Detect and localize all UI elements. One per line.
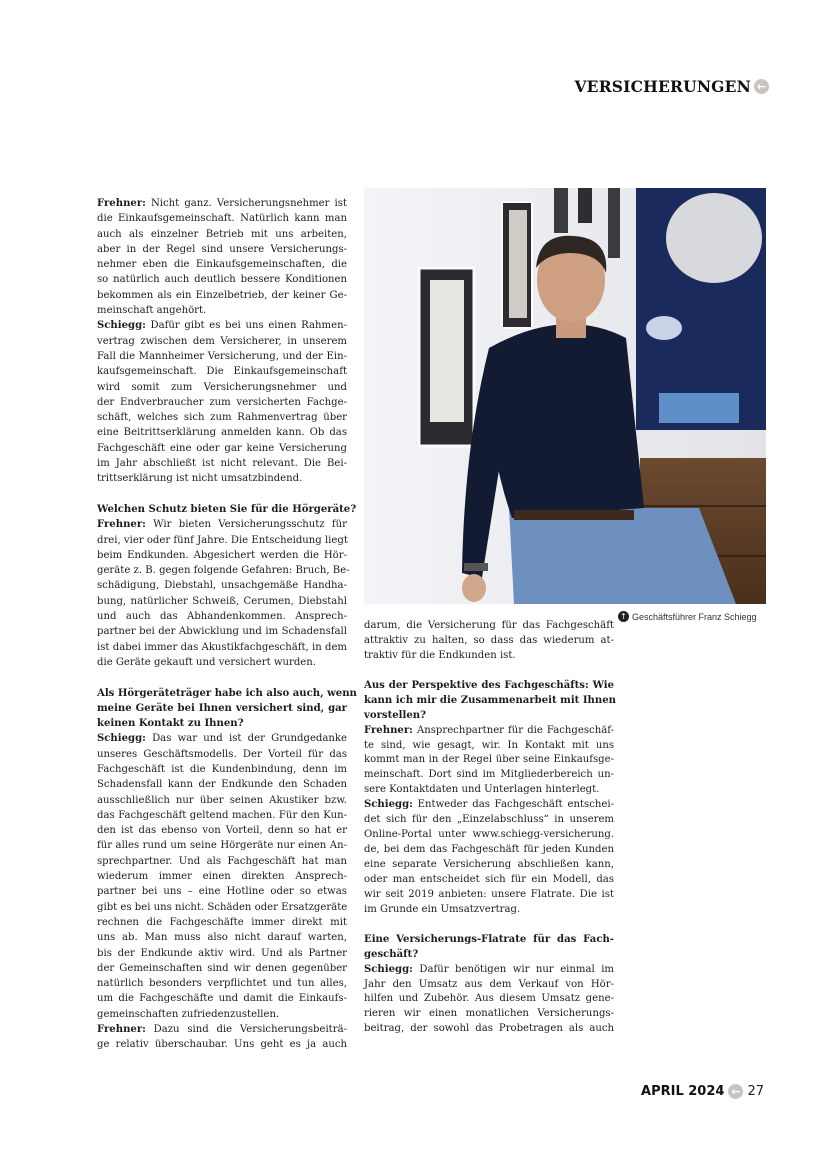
line-text: Nicht ganz. Versicherungsnehmer ist bbox=[145, 198, 347, 209]
line-text: Dazu sind die Versicherungsbeiträ- bbox=[145, 1024, 347, 1036]
line-text: trittserklärung ist nicht umsatzbindend. bbox=[97, 473, 303, 485]
interview-answer bbox=[364, 619, 614, 664]
line-text: kommt man in der Regel über seine Einkaufsge- bbox=[364, 754, 614, 766]
line-text: Eine Versicherungs-Flatrate für das Fach- bbox=[364, 933, 614, 945]
text-line bbox=[97, 1037, 347, 1052]
line-text: die Geräte gekauft und versichert wurden. bbox=[97, 656, 316, 668]
text-line bbox=[97, 594, 347, 609]
line-text: vertrag zwischen dem Versicherer, in unserem bbox=[97, 335, 347, 347]
text-line bbox=[364, 963, 614, 978]
text-line bbox=[97, 701, 347, 716]
text-line bbox=[364, 798, 614, 813]
portrait-photo bbox=[364, 188, 766, 604]
speaker-name: Frehner: bbox=[97, 198, 146, 209]
paragraph-spacer bbox=[364, 664, 614, 679]
text-line bbox=[97, 808, 347, 823]
line-text: Wir bieten Versicherungsschutz für bbox=[145, 519, 347, 531]
line-text: Welchen Schutz bieten Sie für die Hörgeräte? bbox=[97, 503, 357, 515]
interview-question bbox=[97, 686, 357, 732]
text-line bbox=[364, 1007, 614, 1022]
text-line bbox=[97, 425, 347, 440]
text-line bbox=[97, 640, 347, 655]
text-line bbox=[97, 747, 347, 762]
speaker-name: Frehner: bbox=[97, 1024, 146, 1036]
text-line bbox=[97, 471, 347, 486]
paragraph-spacer bbox=[97, 487, 347, 502]
text-line bbox=[97, 762, 347, 777]
line-text: der Gemeinschaften sind wir denen gegenüber bbox=[97, 962, 347, 974]
line-text: keinen Kontakt zu Ihnen? bbox=[97, 718, 244, 730]
interview-answer bbox=[364, 963, 614, 1038]
line-text: bung, natürlicher Schweiß, Cerumen, Diebstahl bbox=[97, 595, 347, 607]
section-header bbox=[574, 77, 769, 96]
line-text: geräte z. B. gegen folgende Gefahren: Bruch, Be- bbox=[97, 565, 350, 577]
photo-caption bbox=[618, 611, 757, 622]
line-text: kann ich mir die Zusammenarbeit mit Ihnen bbox=[364, 694, 616, 706]
line-text: eine separate Versicherung abschließen kann, bbox=[364, 859, 614, 870]
text-line bbox=[97, 257, 347, 272]
line-text: Fachgeschäft eine oder gar keine Versicherung bbox=[97, 442, 347, 454]
text-line bbox=[364, 858, 614, 873]
text-line bbox=[97, 823, 347, 838]
text-line bbox=[364, 873, 614, 888]
line-text: hilfen und Zubehör. Aus diesem Umsatz gene- bbox=[364, 993, 614, 1005]
line-text: aber in der Regel sind unsere Versicherungs- bbox=[97, 243, 347, 255]
interview-answer bbox=[97, 731, 347, 1022]
line-text: vorstellen? bbox=[364, 709, 427, 721]
line-text: kaufsgemeinschaft. Die Einkaufsgemeinschaft bbox=[97, 366, 347, 378]
text-line bbox=[364, 753, 614, 768]
text-line bbox=[364, 739, 614, 754]
arrow-left-circle-icon: ← bbox=[728, 1084, 743, 1099]
interview-answer bbox=[364, 724, 614, 799]
text-line bbox=[97, 900, 347, 915]
line-text: und auch das Abhandenkommen. Ansprech- bbox=[97, 611, 347, 623]
text-line bbox=[97, 731, 347, 746]
text-line bbox=[97, 915, 347, 930]
line-text: beitrag, der sowohl das Probetragen als auch bbox=[364, 1023, 614, 1035]
line-text: partner bei der Abwicklung und im Schadensfall bbox=[97, 626, 347, 638]
page-footer bbox=[641, 1084, 764, 1099]
text-line bbox=[97, 364, 347, 379]
text-line bbox=[97, 318, 347, 333]
line-text: schäft, welches sich zum Rahmenvertrag über bbox=[97, 412, 347, 424]
paragraph-spacer bbox=[364, 918, 614, 933]
line-text: den ist das ebenso von Vorteil, denn so hat er bbox=[97, 825, 347, 837]
text-line bbox=[364, 948, 614, 963]
line-text: darum, die Versicherung für das Fachgeschäft bbox=[364, 620, 614, 631]
line-text: sprechpartner. Und als Fachgeschäft hat man bbox=[97, 855, 347, 867]
line-text: das Fachgeschäft geltend machen. Für den Kun- bbox=[97, 809, 347, 821]
text-line bbox=[97, 196, 347, 211]
text-line bbox=[364, 768, 614, 783]
interview-answer bbox=[97, 517, 350, 670]
text-line bbox=[97, 533, 347, 548]
line-text: rieren wir einen monatlichen Versicherungs- bbox=[364, 1008, 614, 1020]
text-line bbox=[97, 686, 357, 701]
text-line bbox=[97, 777, 347, 792]
line-text: Dafür benötigen wir nur einmal im bbox=[412, 963, 614, 975]
caption-text: Geschäftsführer Franz Schiegg bbox=[632, 611, 757, 622]
text-line bbox=[364, 709, 614, 724]
text-line bbox=[364, 619, 614, 634]
line-text: so natürlich auch deutlich bessere Konditionen bbox=[97, 274, 347, 286]
text-line bbox=[97, 716, 347, 731]
text-line bbox=[364, 783, 614, 798]
text-line bbox=[97, 349, 347, 364]
text-line bbox=[97, 946, 347, 961]
text-line bbox=[97, 578, 347, 593]
line-text: im Jahr abschließt ist nicht relevant. Die Bei- bbox=[97, 458, 347, 470]
text-line bbox=[97, 1007, 347, 1022]
section-title: VERSICHERUNGEN bbox=[574, 77, 751, 96]
line-text: geschäft? bbox=[364, 948, 419, 960]
text-line bbox=[364, 978, 614, 993]
paragraph-spacer bbox=[97, 670, 347, 685]
text-line bbox=[364, 903, 614, 918]
text-line bbox=[97, 976, 347, 991]
text-line bbox=[97, 1022, 347, 1037]
article-column-right bbox=[364, 619, 614, 1037]
text-line bbox=[97, 609, 347, 624]
line-text: traktiv für die Endkunden ist. bbox=[364, 649, 516, 661]
line-text: wiederum immer einen direkten Ansprech- bbox=[97, 871, 347, 883]
line-text: rechnen die Fachgeschäfte immer direkt mit bbox=[97, 916, 347, 928]
interview-answer bbox=[97, 1022, 347, 1053]
line-text: schädigung, Diebstahl, unsachgemäße Handha- bbox=[97, 580, 347, 592]
line-text: det sich für den „Einzelabschluss“ in unserem bbox=[364, 814, 614, 826]
line-text: Jahr den Umsatz aus dem Verkauf von Hör- bbox=[364, 978, 614, 990]
text-line bbox=[364, 649, 614, 664]
line-text: de, bei dem das Fachgeschäft für jeden Kunden bbox=[364, 844, 614, 856]
text-line bbox=[97, 930, 347, 945]
line-text: Fall die Mannheimer Versicherung, und der Ein- bbox=[97, 350, 347, 362]
text-line bbox=[97, 961, 347, 976]
text-line bbox=[97, 624, 347, 639]
arrow-up-circle-icon: ↑ bbox=[618, 611, 629, 622]
speaker-name: Schiegg: bbox=[97, 733, 146, 745]
line-text: meinschaft. Dort sind im Mitgliederbereich un- bbox=[364, 769, 614, 781]
line-text: Schadensfall kann der Endkunde den Schaden bbox=[97, 779, 347, 791]
text-line bbox=[364, 843, 614, 858]
arrow-left-circle-icon: ← bbox=[754, 79, 769, 94]
interview-answer bbox=[97, 318, 347, 486]
interview-question bbox=[364, 679, 614, 724]
line-text: eine Beitrittserklärung anmelden kann. Ob das bbox=[97, 427, 347, 439]
text-line bbox=[97, 854, 347, 869]
line-text: ge relativ überschaubar. Uns geht es ja auch bbox=[97, 1039, 347, 1051]
text-line bbox=[97, 242, 347, 257]
speaker-name: Schiegg: bbox=[364, 799, 413, 811]
page-number: 27 bbox=[747, 1084, 764, 1099]
line-text: nehmer eben die Einkaufsgemeinschaften, die bbox=[97, 259, 347, 271]
text-line bbox=[364, 1022, 614, 1037]
text-line bbox=[97, 380, 347, 395]
line-text: drei, vier oder fünf Jahre. Die Entscheidung liegt bbox=[97, 534, 348, 546]
line-text: wird somit zum Versicherungsnehmer und bbox=[97, 381, 347, 393]
text-line bbox=[97, 288, 347, 303]
issue-date: APRIL 2024 bbox=[641, 1084, 725, 1099]
text-line bbox=[97, 838, 347, 853]
speaker-name: Frehner: bbox=[364, 724, 413, 736]
line-text: gemeinschaften zufriedenzustellen. bbox=[97, 1008, 280, 1020]
line-text: wir seit 2019 anbieten: unsere Flatrate. Die ist bbox=[364, 888, 614, 900]
line-text: bis der Endkunde aktiv wird. Und als Partner bbox=[97, 947, 347, 959]
line-text: te sind, wie gesagt, wir. In Kontakt mit uns bbox=[364, 739, 614, 751]
line-text: meine Geräte bei Ihnen versichert sind, gar bbox=[97, 702, 347, 714]
line-text: Als Hörgeräteträger habe ich also auch, wenn bbox=[97, 687, 357, 699]
speaker-name: Schiegg: bbox=[97, 320, 146, 332]
text-line bbox=[97, 655, 347, 670]
line-text: attraktiv zu halten, so dass das wiederum at- bbox=[364, 634, 614, 646]
line-text: die Einkaufsgemeinschaft. Natürlich kann man bbox=[97, 213, 347, 225]
article-column-left bbox=[97, 196, 357, 1053]
line-text: Aus der Perspektive des Fachgeschäfts: Wie bbox=[364, 679, 614, 691]
line-text: Online-Portal unter www.schiegg-versicherung. bbox=[364, 829, 614, 841]
text-line bbox=[97, 548, 347, 563]
line-text: ist dabei immer das Akustikfachgeschäft, in dem bbox=[97, 641, 347, 653]
text-line bbox=[97, 884, 347, 899]
speaker-name: Schiegg: bbox=[364, 963, 413, 975]
text-line bbox=[97, 227, 347, 242]
text-line bbox=[97, 303, 347, 318]
line-text: oder man entscheidet sich für ein Modell, das bbox=[364, 873, 614, 885]
text-line bbox=[97, 456, 347, 471]
text-line bbox=[97, 211, 347, 226]
text-line bbox=[97, 793, 347, 808]
line-text: der Endverbraucher zum versicherten Fachge- bbox=[97, 396, 347, 408]
text-line bbox=[97, 991, 347, 1006]
line-text: sere Kontaktdaten und Unterlagen hinterlegt. bbox=[364, 784, 600, 796]
text-line bbox=[97, 563, 350, 578]
line-text: Entweder das Fachgeschäft entschei- bbox=[412, 799, 614, 811]
text-line bbox=[364, 694, 614, 709]
line-text: auch als einzelner Betrieb mit uns arbeiten, bbox=[97, 228, 347, 240]
line-text: unseres Geschäftsmodells. Der Vorteil für das bbox=[97, 748, 347, 760]
line-text: uns ab. Man muss also nicht darauf warten, bbox=[97, 932, 347, 944]
text-line bbox=[364, 813, 614, 828]
line-text: Fachgeschäft ist die Kundenbindung, denn im bbox=[97, 763, 347, 775]
line-text: partner bei uns – eine Hotline oder so etwas bbox=[97, 886, 347, 898]
line-text: meinschaft angehört. bbox=[97, 305, 207, 317]
line-text: Ansprechpartner für die Fachgeschäf- bbox=[412, 724, 614, 736]
text-line bbox=[364, 992, 614, 1007]
line-text: natürlich besonders verpflichtet und tun alles, bbox=[97, 978, 347, 990]
line-text: bekommen als ein Einzelbetrieb, der keiner Ge- bbox=[97, 289, 347, 301]
line-text: beim Endkunden. Abgesichert werden die Hör- bbox=[97, 549, 347, 561]
text-line bbox=[97, 517, 347, 532]
line-text: Das war und ist der Grundgedanke bbox=[145, 733, 347, 745]
interview-answer bbox=[97, 196, 347, 318]
line-text: gibt es bei uns nicht. Schäden oder Ersatzgeräte bbox=[97, 901, 348, 913]
text-line bbox=[364, 888, 614, 903]
text-line bbox=[364, 933, 614, 948]
line-text: Dafür gibt es bei uns einen Rahmen- bbox=[145, 320, 347, 332]
text-line bbox=[364, 724, 614, 739]
line-text: um die Fachgeschäfte und damit die Einkaufs- bbox=[97, 993, 347, 1005]
text-line bbox=[364, 679, 614, 694]
interview-question bbox=[97, 502, 357, 517]
line-text: im Grunde ein Umsatzvertrag. bbox=[364, 903, 521, 915]
text-line bbox=[364, 828, 614, 843]
interview-question bbox=[364, 933, 614, 963]
speaker-name: Frehner: bbox=[97, 519, 146, 531]
line-text: für alles rund um seine Hörgeräte nur einen An- bbox=[97, 840, 347, 852]
text-line bbox=[97, 502, 357, 517]
line-text: ausschließlich nur über seinen Akustiker bzw. bbox=[97, 794, 347, 806]
text-line bbox=[97, 410, 347, 425]
text-line bbox=[97, 395, 347, 410]
text-line bbox=[97, 334, 347, 349]
text-line bbox=[364, 634, 614, 649]
text-line bbox=[97, 272, 347, 287]
text-line bbox=[97, 441, 347, 456]
text-line bbox=[97, 869, 347, 884]
interview-answer bbox=[364, 798, 614, 918]
